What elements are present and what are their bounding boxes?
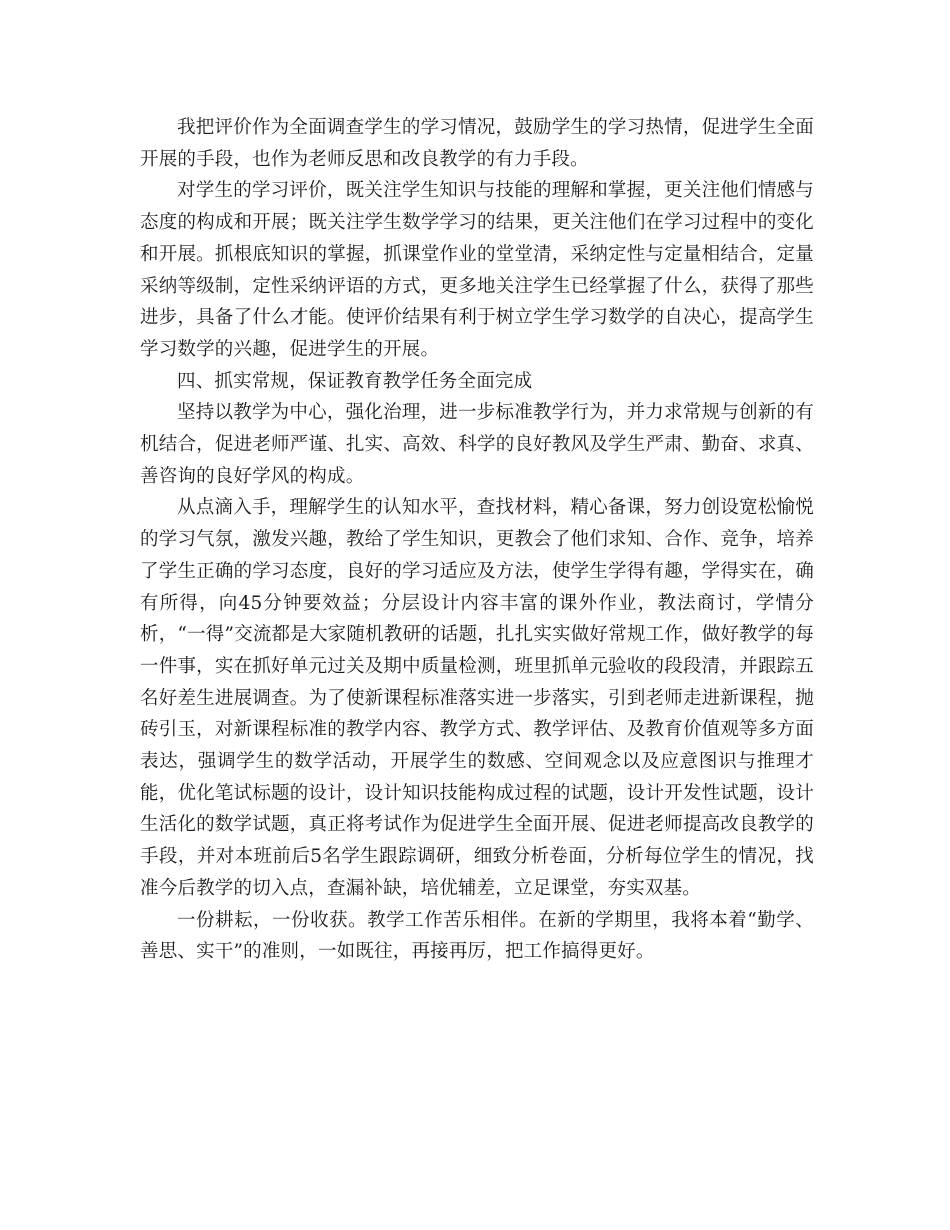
- document-body: [140, 112, 814, 968]
- paragraph-teaching-center: 坚持以教学为中心，强化治理，进一步标准教学行为，并力求常规与创新的有机结合，促进老师严谨、扎实、高效、科学的良好教风及学生严肃、勤奋、求真、善咨询的良好学风的构成。: [140, 402, 814, 487]
- section-heading-routine: 四、抓实常规，保证教育教学任务全面完成: [177, 370, 533, 392]
- paragraph-conclusion: 一份耕耘，一份收获。教学工作苦乐相伴。在新的学期里，我将本着“勤学、善思、实干”的准则，一如既往，再接再厉，把工作搞得更好。: [140, 909, 814, 963]
- paragraph-evaluation-purpose: 我把评价作为全面调查学生的学习情况，鼓励学生的学习热情，促进学生全面开展的手段，也作为老师反思和改良教学的有力手段。: [140, 117, 814, 170]
- paragraph-evaluation-method: 对学生的学习评价，既关注学生知识与技能的理解和掌握，更关注他们情感与态度的构成和开展；既关注学生数学学习的结果，更关注他们在学习过程中的变化和开展。抓根底知识的掌握，抓课堂作业的堂堂清，采纳定性与定量相结合，定量采纳等级制，定性采纳评语的方式，更多地关注学生已经掌握了什么，获得了那些进步，具备了什么才能。使评价结果有利于树立学生学习数学的自决心，提高学生学习数学的兴趣，促进学生的开展。: [140, 180, 814, 360]
- paragraph-daily-practice: 从点滴入手，理解学生的认知水平，查找材料，精心备课，努力创设宽松愉悦的学习气氛，激发兴趣，教给了学生知识，更教会了他们求知、合作、竞争，培养了学生正确的学习态度，良好的学习适应及方法，使学生学得有趣，学得实在，确有所得，向45分钟要效益；分层设计内容丰富的课外作业，教法商讨，学情分析，“一得”交流都是大家随机教研的话题，扎扎实实做好常规工作，做好教学的每一件事，实在抓好单元过关及期中质量检测，班里抓单元验收的段段清，并跟踪五名好差生进展调查。为了使新课程标准落实进一步落实，引到老师走进新课程，抛砖引玉，对新课程标准的教学内容、教学方式、教学评估、及教育价值观等多方面表达，强调学生的数学活动，开展学生的数感、空间观念以及应意图识与推理才能，优化笔试标题的设计，设计知识技能构成过程的试题，设计开发性试题，设计生活化的数学试题，真正将考试作为促进学生全面开展、促进老师提高改良教学的手段，并对本班前后5名学生跟踪调研，细致分析卷面，分析每位学生的情况，找准今后教学的切入点，查漏补缺，培优辅差，立足课堂，夯实双基。: [140, 497, 814, 899]
